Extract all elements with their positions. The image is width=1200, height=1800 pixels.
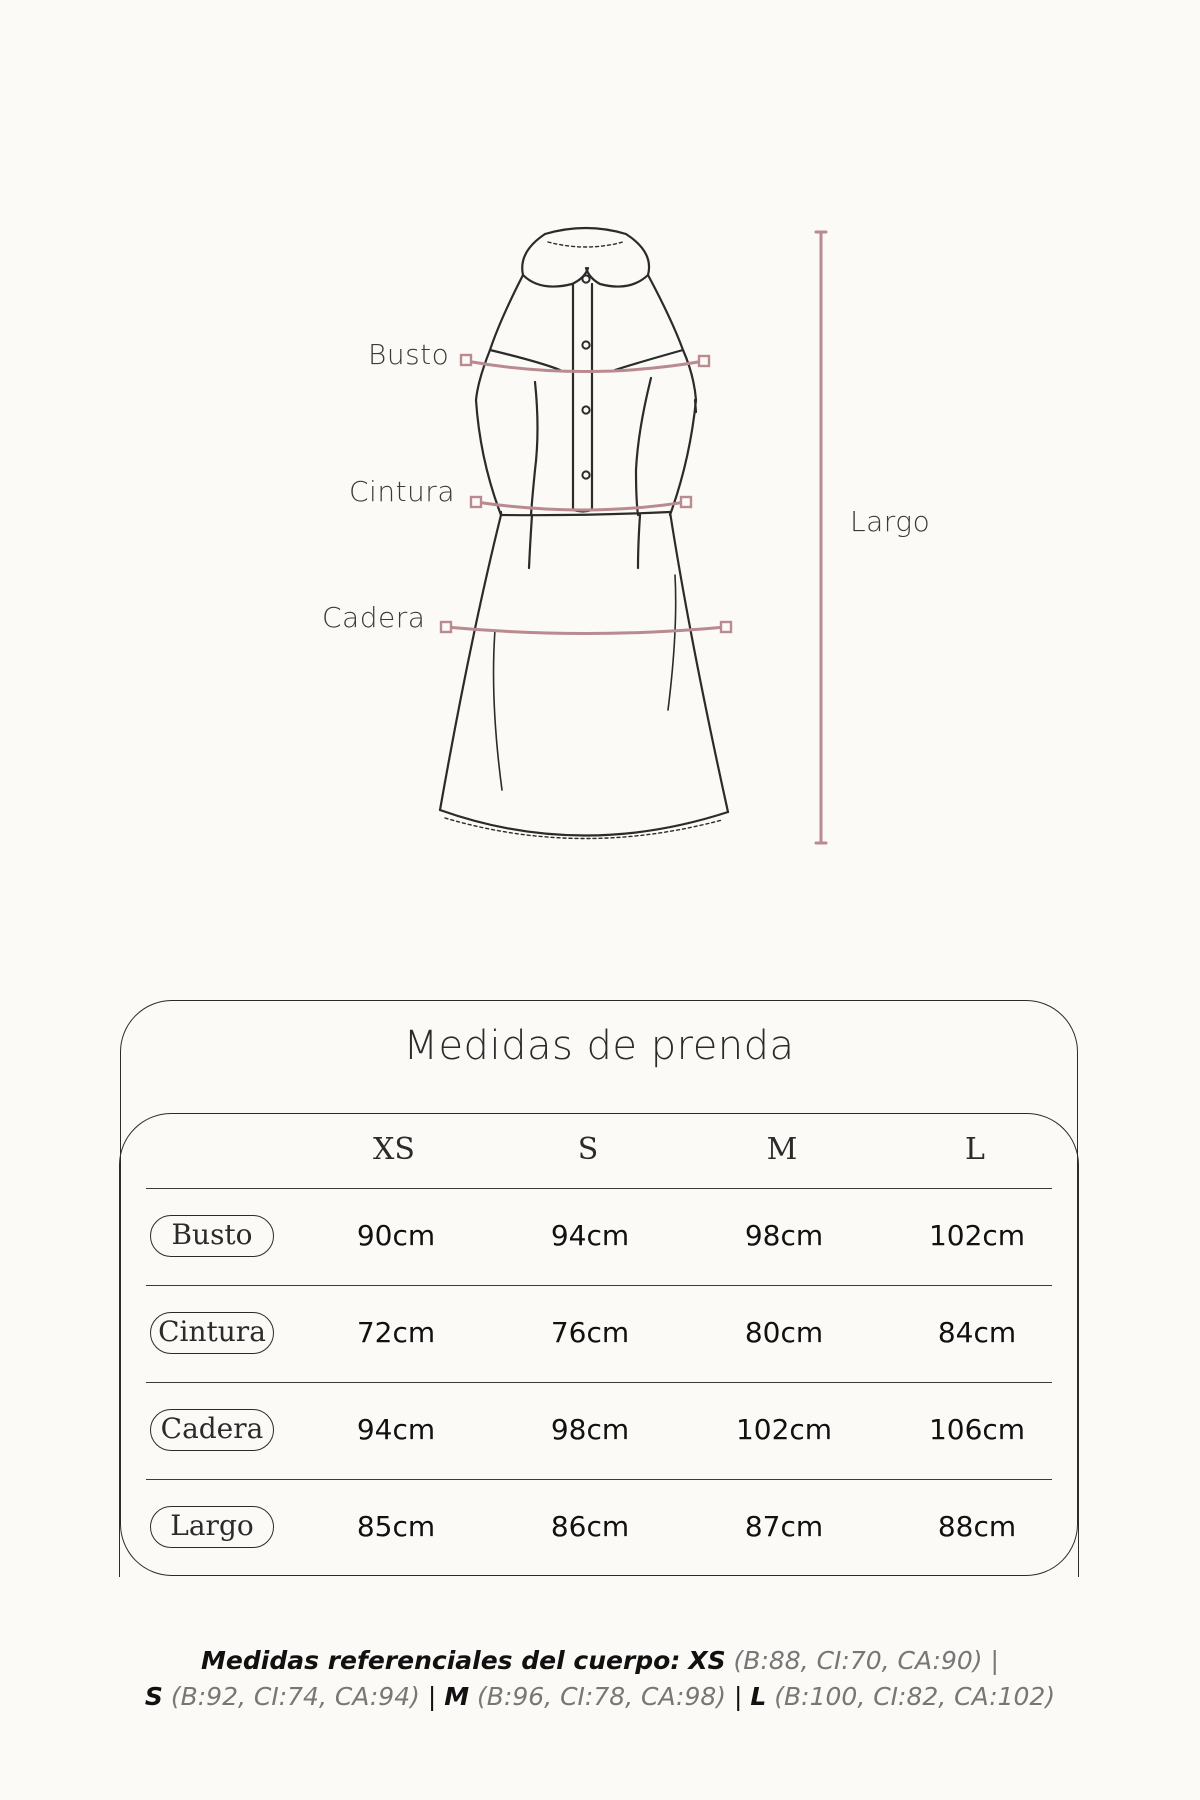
note-size-m: M (444, 1682, 470, 1711)
table-row (146, 1479, 1052, 1577)
table-cell: 85cm (356, 1510, 436, 1543)
table-cell: 80cm (744, 1316, 824, 1349)
note-separator: | (734, 1682, 743, 1711)
table-cell: 84cm (937, 1316, 1017, 1349)
table-cell: 86cm (550, 1510, 630, 1543)
row-label-cintura: Cintura (150, 1312, 274, 1354)
table-cell: 102cm (928, 1219, 1026, 1252)
table-title: Medidas de prenda (403, 1023, 795, 1069)
table-cell: 94cm (550, 1219, 630, 1252)
note-values-s: (B:92, CI:74, CA:94) (170, 1682, 420, 1711)
body-reference-note (60, 1646, 1140, 1675)
table-cell: 102cm (735, 1413, 833, 1446)
note-values-xs: (B:88, CI:70, CA:90) (733, 1646, 983, 1675)
note-size-l: L (750, 1682, 767, 1711)
table-cell: 90cm (356, 1219, 436, 1252)
row-label-cadera: Cadera (150, 1409, 274, 1451)
length-label: Largo (850, 505, 931, 538)
table-cell: 88cm (937, 1510, 1017, 1543)
size-header-l: L (965, 1132, 985, 1167)
table-cell: 106cm (928, 1413, 1026, 1446)
waist-label: Cintura (349, 475, 455, 508)
note-size-xs: XS (688, 1646, 726, 1675)
table-cell: 72cm (356, 1316, 436, 1349)
size-header-s: S (577, 1132, 599, 1167)
row-label-largo: Largo (150, 1506, 274, 1548)
table-cell: 98cm (550, 1413, 630, 1446)
table-cell: 76cm (550, 1316, 630, 1349)
table-row (146, 1188, 1052, 1286)
note-values-l: (B:100, CI:82, CA:102) (774, 1682, 1056, 1711)
table-row (146, 1285, 1052, 1383)
note-separator: | (990, 1646, 999, 1675)
size-header-xs: XS (373, 1132, 415, 1167)
size-header-m: M (766, 1132, 798, 1167)
table-cell: 98cm (744, 1219, 824, 1252)
measurements-card (120, 1000, 1078, 1576)
note-values-m: (B:96, CI:78, CA:98) (477, 1682, 727, 1711)
hip-label: Cadera (322, 601, 426, 634)
table-cell: 94cm (356, 1413, 436, 1446)
size-table (119, 1113, 1079, 1577)
bust-label: Busto (368, 338, 450, 371)
note-size-s: S (144, 1682, 163, 1711)
table-cell: 87cm (744, 1510, 824, 1543)
note-intro: Medidas referenciales del cuerpo: (201, 1646, 681, 1675)
row-label-busto: Busto (150, 1215, 274, 1257)
body-reference-note-line-2 (60, 1682, 1140, 1711)
note-separator: | (427, 1682, 437, 1711)
table-row (146, 1382, 1052, 1480)
